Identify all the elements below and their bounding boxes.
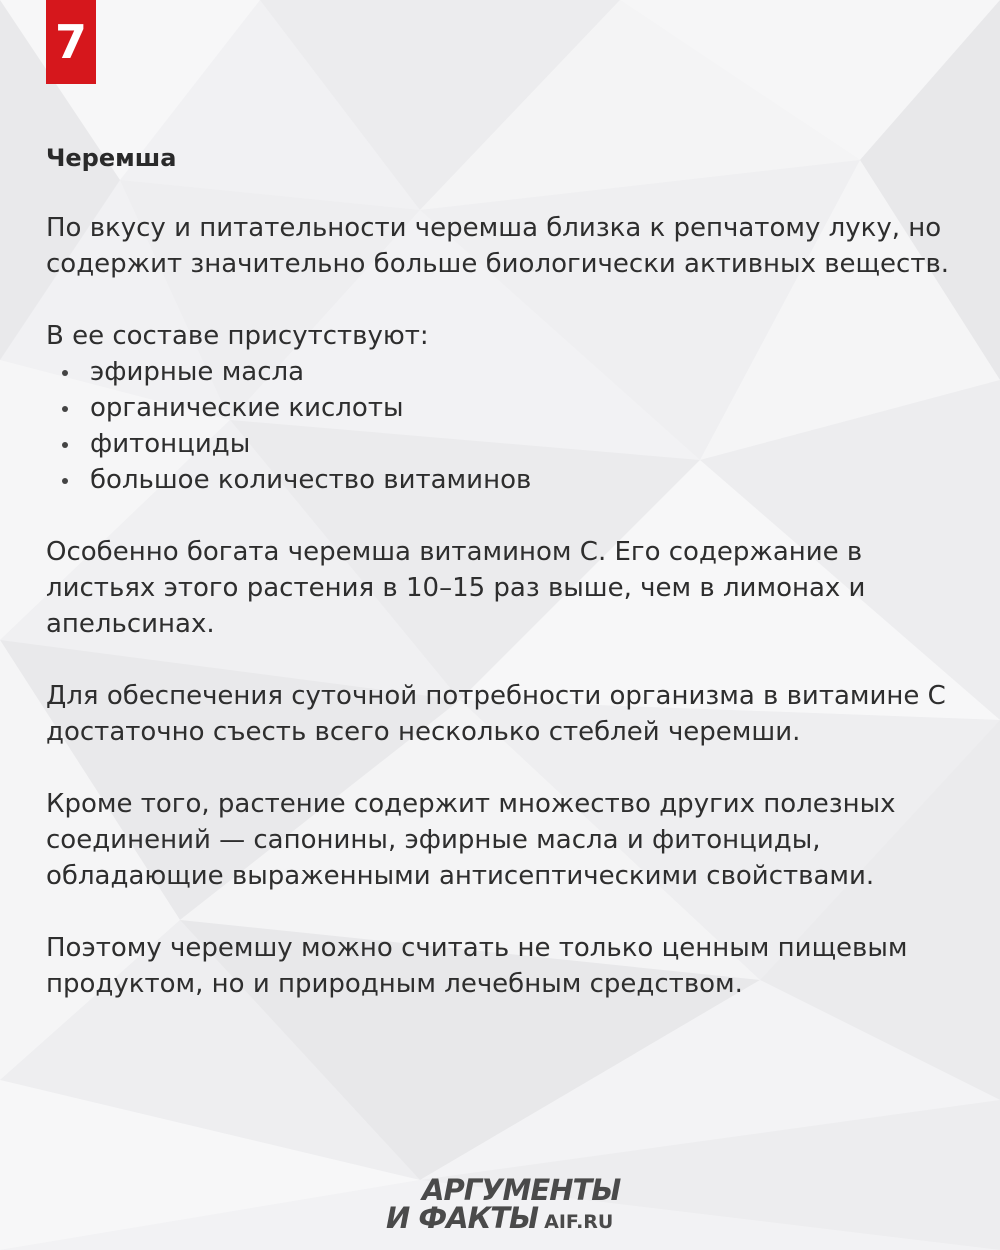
list-item: большое количество витаминов	[46, 462, 966, 498]
article-content	[46, 138, 966, 1038]
conclusion-paragraph: Поэтому черемшу можно считать не только ценным пищевым продуктом, но и природным лечебным средством.	[46, 933, 908, 999]
logo-site: AIF.RU	[544, 1211, 614, 1233]
daily-need-paragraph: Для обеспечения суточной потребности организма в витамине С достаточно съесть всего несколько стеблей черемши.	[46, 681, 946, 747]
composition-list	[46, 354, 966, 498]
bullet-icon	[62, 442, 68, 448]
logo-line-2	[386, 1203, 613, 1238]
list-item: фитонциды	[46, 426, 966, 462]
bullet-icon	[62, 406, 68, 412]
bullet-icon	[62, 370, 68, 376]
vitamin-c-paragraph: Особенно богата черемша витамином С. Его содержание в листьях этого растения в 10–15 раз выше, чем в лимонах и апельсинах.	[46, 537, 866, 639]
bullet-icon	[62, 478, 68, 484]
article-title: Черемша	[46, 144, 177, 172]
composition-heading: В ее составе присутствуют:	[46, 321, 429, 351]
list-item: эфирные масла	[46, 354, 966, 390]
list-item: органические кислоты	[46, 390, 966, 426]
slide-number-badge: 7	[46, 0, 96, 84]
compounds-paragraph: Кроме того, растение содержит множество других полезных соединений — сапонины, эфирные масла и фитонциды, обладающие выраженными антисептическими свойствами.	[46, 789, 896, 891]
intro-paragraph: По вкусу и питательности черемша близка к репчатому луку, но содержит значительно больше биологически активных веществ.	[46, 213, 950, 279]
logo-line-1: АРГУМЕНТЫ	[422, 1173, 621, 1207]
logo-line-2-text: И ФАКТЫ	[386, 1201, 539, 1235]
aif-logo	[386, 1175, 646, 1235]
